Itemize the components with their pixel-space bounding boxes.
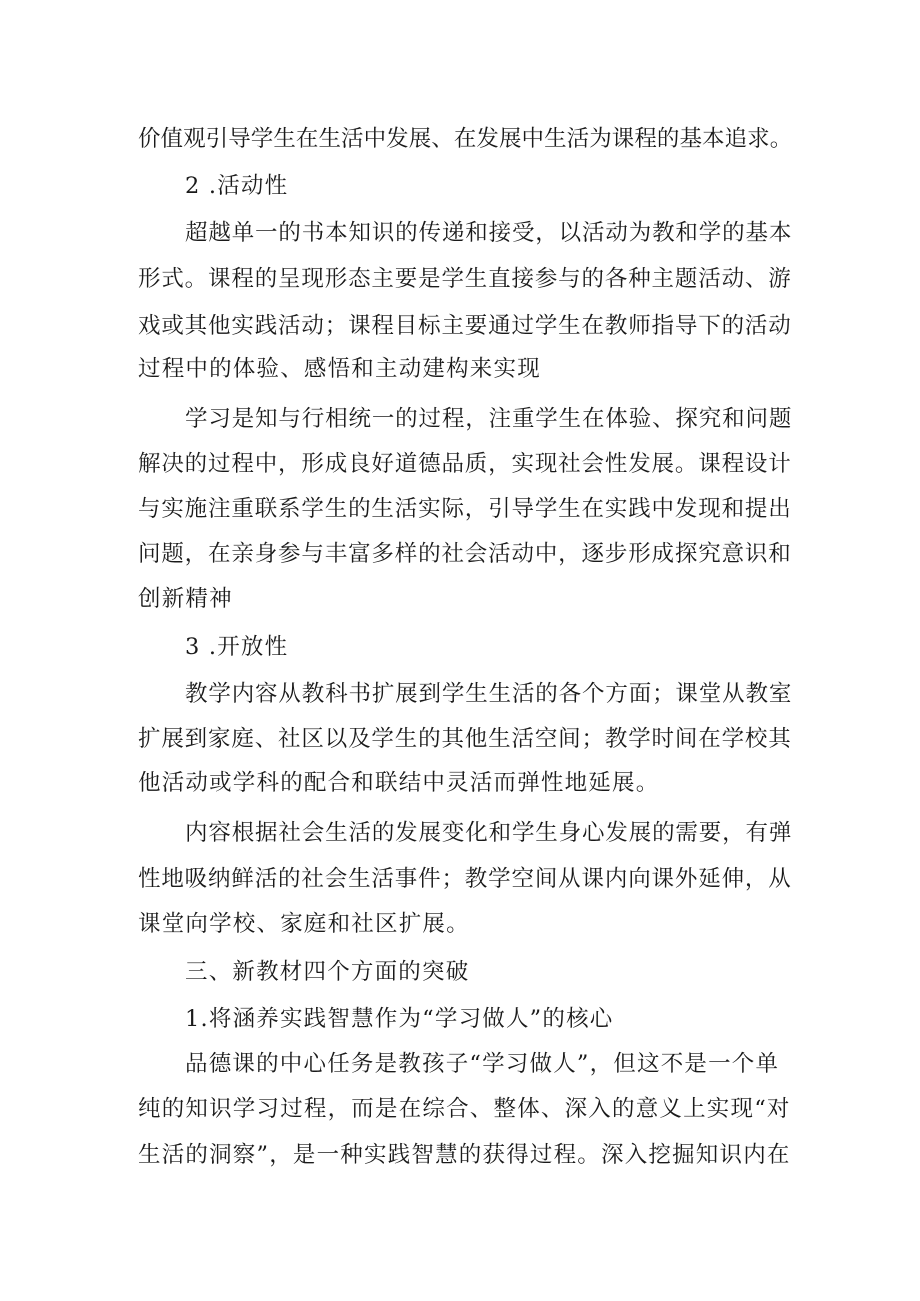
paragraph-line: 超越单一的书本知识的传递和接受，以活动为教和学的基本 [185,220,793,246]
paragraph-line: 纯的知识学习过程，而是在综合、整体、深入的意义上实现“对 [138,1096,791,1122]
paragraph-line: 创新精神 [138,586,233,612]
subsection-heading: 1.将涵养实践智慧作为“学习做人”的核心 [185,1006,614,1032]
paragraph-line: 过程中的体验、感悟和主动建构来实现 [138,356,541,382]
paragraph-line: 形式。课程的呈现形态主要是学生直接参与的各种主题活动、游 [138,266,792,292]
paragraph-line: 生活的洞察”，是一种实践智慧的获得过程。深入挖掘知识内在 [138,1142,791,1168]
paragraph-line: 内容根据社会生活的发展变化和学生身心发展的需要，有弹 [185,820,793,846]
paragraph-line: 与实施注重联系学生的生活实际，引导学生在实践中发现和提出 [138,496,792,522]
paragraph-line: 解决的过程中，形成良好道德品质，实现社会性发展。课程设计 [138,451,792,477]
paragraph-line: 价值观引导学生在生活中发展、在发展中生活为课程的基本追求。 [138,126,793,152]
section-heading-breakthroughs: 三、新教材四个方面的突破 [185,959,470,985]
paragraph-line: 学习是知与行相统一的过程，注重学生在体验、探究和问题 [185,406,793,432]
paragraph-line: 性地吸纳鲜活的社会生活事件；教学空间从课内向课外延伸，从 [138,866,792,892]
paragraph-line: 问题，在亲身参与丰富多样的社会活动中，逐步形成探究意识和 [138,541,792,567]
section-heading-activity: 2 .活动性 [185,173,289,199]
paragraph-line: 品德课的中心任务是教孩子“学习做人”，但这不是一个单 [185,1051,780,1077]
section-heading-openness: 3 .开放性 [185,634,289,660]
paragraph-line: 教学内容从教科书扩展到学生生活的各个方面；课堂从教室 [185,681,793,707]
paragraph-line: 课堂向学校、家庭和社区扩展。 [138,911,470,937]
paragraph-line: 戏或其他实践活动；课程目标主要通过学生在教师指导下的活动 [138,313,792,339]
paragraph-line: 扩展到家庭、社区以及学生的其他生活空间；教学时间在学校其 [138,726,792,752]
paragraph-line: 他活动或学科的配合和联结中灵活而弹性地延展。 [138,770,660,796]
